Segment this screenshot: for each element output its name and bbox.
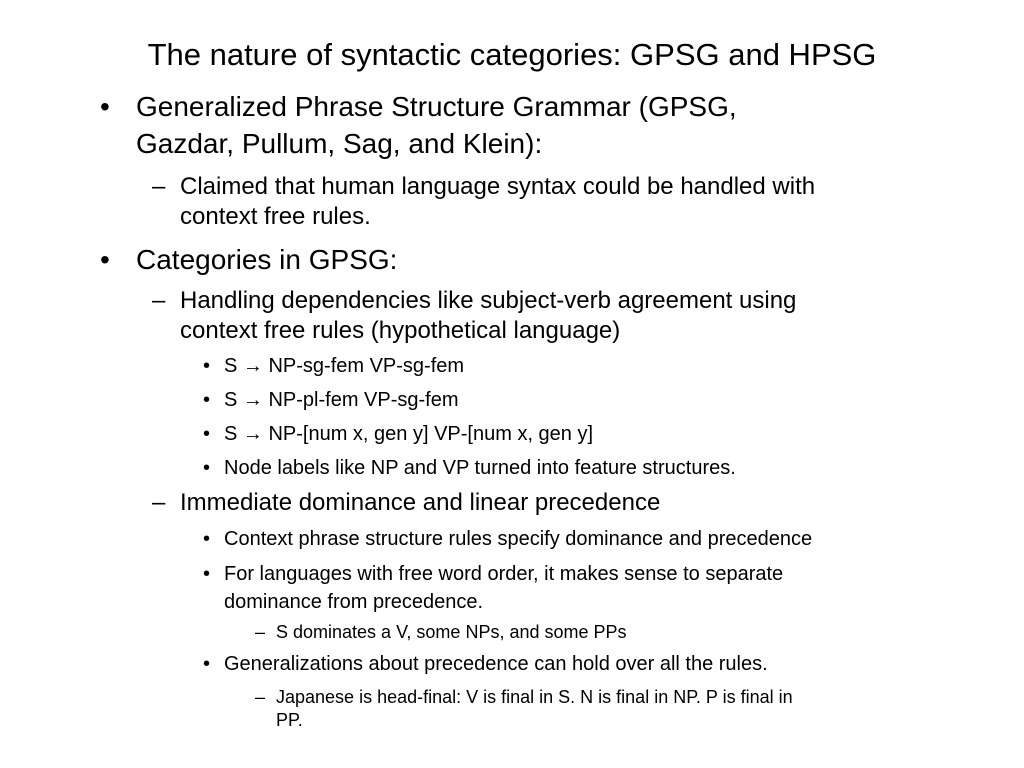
dash-claim: [0, 172, 1024, 201]
rule-rhs: NP-[num x, gen y] VP-[num x, gen y]: [268, 423, 594, 445]
japanese-line1: Japanese is head-final: V is final in S. N is final in NP. P is final in: [276, 687, 793, 707]
rule-rhs: NP-sg-fem VP-sg-fem: [268, 355, 465, 377]
rule-lhs: S: [224, 389, 238, 411]
node-labels-item: [0, 456, 1024, 480]
dash-marker: –: [255, 622, 266, 642]
right-arrow-icon: →: [242, 355, 263, 377]
bullet-marker: •: [203, 563, 211, 585]
agreement-line1: Handling dependencies like subject-verb agreement using: [180, 287, 797, 314]
context-rules-item: [0, 527, 1024, 551]
japanese-line2: PP.: [276, 710, 303, 730]
rule-text: [224, 422, 593, 446]
node-labels-text: Node labels like NP and VP turned into feature structures.: [224, 457, 736, 479]
japanese-item-cont: [0, 709, 1024, 731]
dominates-item: [0, 621, 1024, 643]
bullet-gpsg: [0, 90, 1024, 124]
free-order-line1: For languages with free word order, it makes sense to separate: [224, 563, 784, 585]
generalizations-item: [0, 652, 1024, 676]
dash-agreement-cont: [0, 316, 1024, 345]
slide-title: The nature of syntactic categories: GPSG and HPSG: [147, 37, 877, 72]
dash-agreement: [0, 286, 1024, 315]
rule-lhs: S: [224, 355, 238, 377]
bullet-marker: •: [100, 91, 110, 122]
dash-idlp: [0, 488, 1024, 517]
dash-claim-cont: [0, 202, 1024, 231]
bullet-marker: •: [203, 528, 211, 550]
agreement-line2: context free rules (hypothetical language): [180, 317, 621, 344]
context-rules-text: Context phrase structure rules specify dominance and precedence: [224, 528, 813, 550]
rule-item: [0, 388, 1024, 412]
bullet-marker: •: [203, 653, 211, 675]
bullet-marker: •: [203, 457, 211, 479]
dash-marker: –: [255, 687, 266, 707]
bullet-categories: [0, 243, 1024, 277]
gpsg-heading-line1: Generalized Phrase Structure Grammar (GPSG,: [136, 91, 737, 122]
categories-heading: Categories in GPSG:: [136, 244, 398, 275]
generalizations-text: Generalizations about precedence can hold over all the rules.: [224, 653, 768, 675]
right-arrow-icon: →: [242, 423, 263, 445]
idlp-heading: Immediate dominance and linear precedence: [180, 489, 661, 516]
rule-lhs: S: [224, 423, 238, 445]
japanese-item: [0, 686, 1024, 708]
free-order-item-cont: [0, 590, 1024, 614]
bullet-marker: •: [100, 244, 110, 275]
dash-marker: –: [152, 287, 166, 314]
bullet-gpsg-cont: [0, 127, 1024, 161]
free-order-item: [0, 562, 1024, 586]
bullet-marker: •: [203, 389, 211, 411]
dash-marker: –: [152, 173, 166, 200]
dominates-text: S dominates a V, some NPs, and some PPs: [276, 622, 627, 642]
rule-rhs: NP-pl-fem VP-sg-fem: [268, 389, 459, 411]
claim-line1: Claimed that human language syntax could be handled with: [180, 173, 816, 200]
rule-text: [224, 354, 464, 378]
dash-marker: –: [152, 489, 166, 516]
right-arrow-icon: →: [242, 389, 263, 411]
rule-text: [224, 388, 459, 412]
bullet-marker: •: [203, 423, 211, 445]
gpsg-heading-line2: Gazdar, Pullum, Sag, and Klein):: [136, 128, 543, 159]
rule-item: [0, 422, 1024, 446]
claim-line2: context free rules.: [180, 203, 371, 230]
free-order-line2: dominance from precedence.: [224, 591, 484, 613]
bullet-marker: •: [203, 355, 211, 377]
rule-item: [0, 354, 1024, 378]
